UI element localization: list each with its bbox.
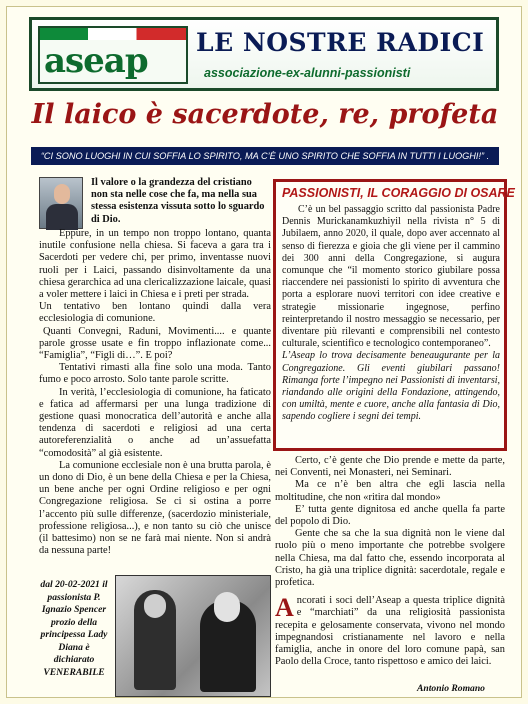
closing-text: ncorati i soci dell’Aseap a questa triplice dignità e “marchiati” da una religiosità passionista recepita e gelosamente conservata, vivono nel mondo impegnandosi cristianamente nel lavoro e nella famiglia, anche in onore del loro comune papà, san Paolo della Croce, tanto rispettoso e amico dei laici. (275, 595, 505, 668)
boxed-article (273, 179, 515, 451)
right-column-text (275, 455, 505, 668)
quote-banner: “CI SONO LUOGHI IN CUI SOFFIA LO SPIRITO, MA C’È UNO SPIRITO CHE SOFFIA IN TUTTI I LUOGHI!” . (31, 147, 499, 165)
historic-photo (115, 575, 271, 697)
paragraph: Un tentativo ben lontano quindi dalla vera ecclesiologia di comunione. (39, 301, 271, 325)
publication-subtitle: associazione-ex-alunni-passionisti (204, 66, 411, 80)
paragraph: Gente che sa che la sua dignità non le viene dal ruolo più o meno importante che potrebbe svolgere nella Chiesa, ma dal fatto che, essendo incorporata al Cristo, ha già una triplice dignità: sacerdotale, regale e profetica. (275, 528, 505, 589)
newsletter-page (6, 6, 522, 698)
paragraph: Tentativi rimasti alla fine solo una moda. Tanto fumo e poco arrosto. Solo tante parole scritte. (39, 362, 271, 386)
photo-caption: dal 20-02-2021 il passionista P. Ignazio Spencer prozio della principessa Lady Diana è dichiarato VENERABILE (40, 579, 108, 678)
article-title: Il laico è sacerdote, re, profeta (31, 99, 499, 130)
paragraph: Eppure, in un tempo non troppo lontano, quanta inutile confusione nella chiesa. Si faceva a gara tra i Sacerdoti per vedere chi, per primo, inventasse nuovi ruoli per i Laici, passando disinvoltamente da una chiesa gerarchica ad una clericalizzazione laicale, quasi a voler mettere i laici in Chiesa e i preti per strada. (39, 228, 271, 301)
author-photo (39, 177, 83, 229)
masthead (29, 17, 499, 91)
lead-paragraph: Il valore o la grandezza del cristiano non sta nelle cose che fa, ma nella sua stessa esistenza vissuta sotto lo sguardo di Dio. (91, 177, 265, 225)
publication-title: LE NOSTRE RADICI (196, 28, 485, 57)
paragraph: Certo, c’è gente che Dio prende e mette da parte, nei Conventi, nei Monasteri, nei Seminari. (275, 455, 505, 479)
closing-paragraph (275, 595, 505, 668)
paragraph: In verità, l’ecclesiologia di comunione, ha faticato e fatica ad affermarsi per una lunga tradizione di gestione quasi monocratica dell’autorità e anche alla tendenza di sacerdoti e religiosi ad una certa autoreferenzialità o anche ad un’assuefatta “comodosità” al già esistente. (39, 386, 271, 459)
italian-flag-stripe (40, 28, 186, 40)
author-signature: Antonio Romano (417, 683, 485, 694)
aseap-logo (38, 26, 188, 84)
boxed-paragraph-italic: L’Aseap lo trova decisamente beneaugurante per la Congregazione. Gli eventi giubilari passano! Rimanga forte l’impegno nei Passionisti di inventarsi, riandando alle origini della Fondazione, attingendo, con umiltà, mente e cuore, anche alla fantasia di Dio, sapendo cogliere i segni dei tempi. (282, 350, 500, 423)
boxed-paragraph: C’è un bel passaggio scritto dal passionista Padre Dennis Murickanamkuzhiyil nella rivista n° 5 di Jubilaem, anno 2020, il quale, dopo aver accennato al senso di fierezza e gioia che gli viene per il cammino dei 300 anni della Congregazione, si augura comunque che “il momento storico giubilare possa riaccendere nei passionisti lo spirito di avventura che porta a esplorare nuovi territori con idee creative e strategie missionarie ingegnose, perfino reinterpretando il nostro messaggio se necessario, per diventare più rilevanti e comprensibili nel contesto culturale, scientifico e tecnologico contemporaneo”. (282, 204, 500, 350)
boxed-article-text (282, 204, 500, 424)
paragraph: Ma ce n’è ben altra che egli lascia nella moltitudine, che non «ritira dal mondo» (275, 479, 505, 503)
boxed-article-title: PASSIONISTI, IL CORAGGIO DI OSARE (282, 186, 515, 200)
paragraph: E’ tutta gente dignitosa ed anche quella fa parte del popolo di Dio. (275, 503, 505, 528)
logo-text: aseap (44, 41, 148, 81)
drop-cap: A (275, 593, 294, 623)
left-column-text (39, 228, 271, 557)
paragraph: Quanti Convegni, Raduni, Movimenti.... e quante parole grosse usate e fin troppo inflazionate come... “Famiglia”, “Figli di…”. E poi? (39, 325, 271, 362)
paragraph: La comunione ecclesiale non è una brutta parola, è un dono di Dio, è un bene della Chiesa e per la Chiesa, un bene anche per ogni Ordine religioso e per ogni Congregazione religiosa. Se ci si ostina a porre l’accento più sulle differenze, (sacerdozio ministeriale, professione religiosa...), e non tanto su ciò che unisce (il battesimo) non se ne farà mai niente. Non si andrà da nessuna parte! (39, 459, 271, 557)
